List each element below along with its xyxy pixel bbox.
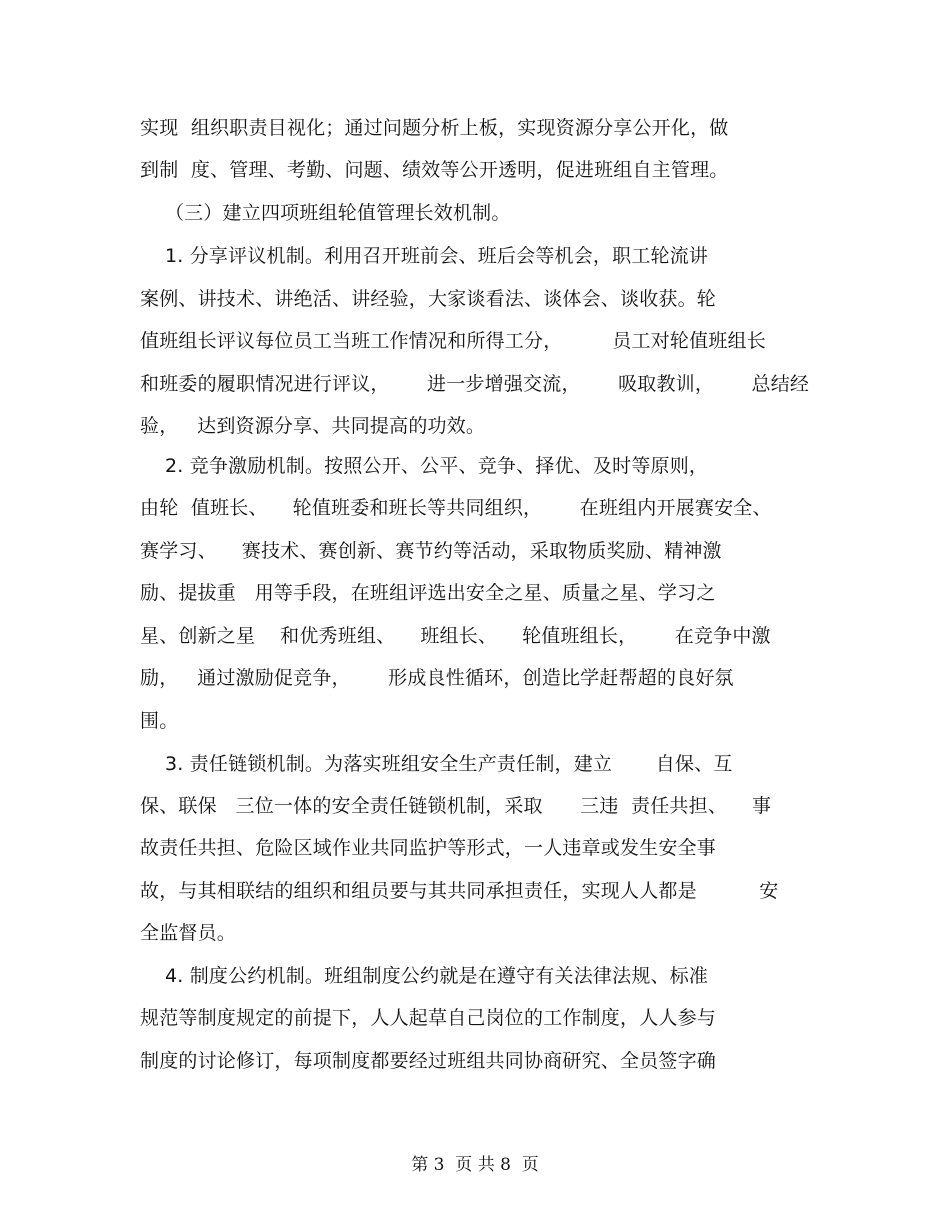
paragraph-line: 故，与其相联结的组织和组员要与其共同承担责任，实现人人都是 安 [140,880,779,902]
paragraph-line: 4. 制度公约机制。班组制度公约就是在遵守有关法律法规、标准 [140,965,709,987]
paragraph-line: 励， 通过激励促竞争， 形成良性循环，创造比学赶帮超的良好氛 [140,667,734,689]
paragraph-line: 全监督员。 [140,922,237,944]
paragraph-line: 验， 达到资源分享、共同提高的功效。 [140,415,486,437]
paragraph-line: 案例、讲技术、讲绝活、讲经验，大家谈看法、谈体会、谈收获。轮 [140,288,717,310]
paragraph-line: 3. 责任链锁机制。为落实班组安全生产责任制，建立 自保、互 [140,753,733,775]
paragraph-line: 和班委的履职情况进行评议， 进一步增强交流， 吸取教训， 总结经 [140,373,810,395]
section-heading: （三）建立四项班组轮值管理长效机制。 [140,202,511,224]
paragraph-line: 由轮 值班长、 轮值班委和班长等共同组织， 在班组内开展赛安全、 [140,497,772,519]
paragraph-line: 星、创新之星 和优秀班组、 班组长、 轮值班组长， 在竞争中激 [140,625,771,647]
paragraph-line: 实现 组织职责目视化；通过问题分析上板，实现资源分享公开化，做 [140,117,729,139]
paragraph-line: 制度的讨论修订，每项制度都要经过班组共同协商研究、全员签字确 [140,1050,717,1072]
paragraph-line: 1. 分享评议机制。利用召开班前会、班后会等机会，职工轮流讲 [140,245,709,267]
paragraph-line: 故责任共担、危险区域作业共同监护等形式，一人违章或发生安全事 [140,837,717,859]
paragraph-line: 规范等制度规定的前提下，人人起草自己岗位的工作制度，人人参与 [140,1007,717,1029]
page-number-footer: 第 3 页 共 8 页 [411,1155,539,1175]
paragraph-line: 到制 度、管理、考勤、问题、绩效等公开透明，促进班组自主管理。 [140,159,729,181]
paragraph-line: 保、联保 三位一体的安全责任链锁机制，采取 三违 责任共担、 事 [140,795,772,817]
paragraph-line: 围。 [140,710,179,732]
paragraph-line: 赛学习、 赛技术、赛创新、赛节约等活动，采取物质奖励、精神激 [140,540,722,562]
paragraph-line: 值班组长评议每位员工当班工作情况和所得工分， 员工对轮值班组长 [140,330,766,352]
paragraph-line: 励、提拔重 用等手段，在班组评选出安全之星、质量之星、学习之 [140,582,716,604]
paragraph-line: 2. 竞争激励机制。按照公开、公平、竞争、择优、及时等原则， [140,455,709,477]
